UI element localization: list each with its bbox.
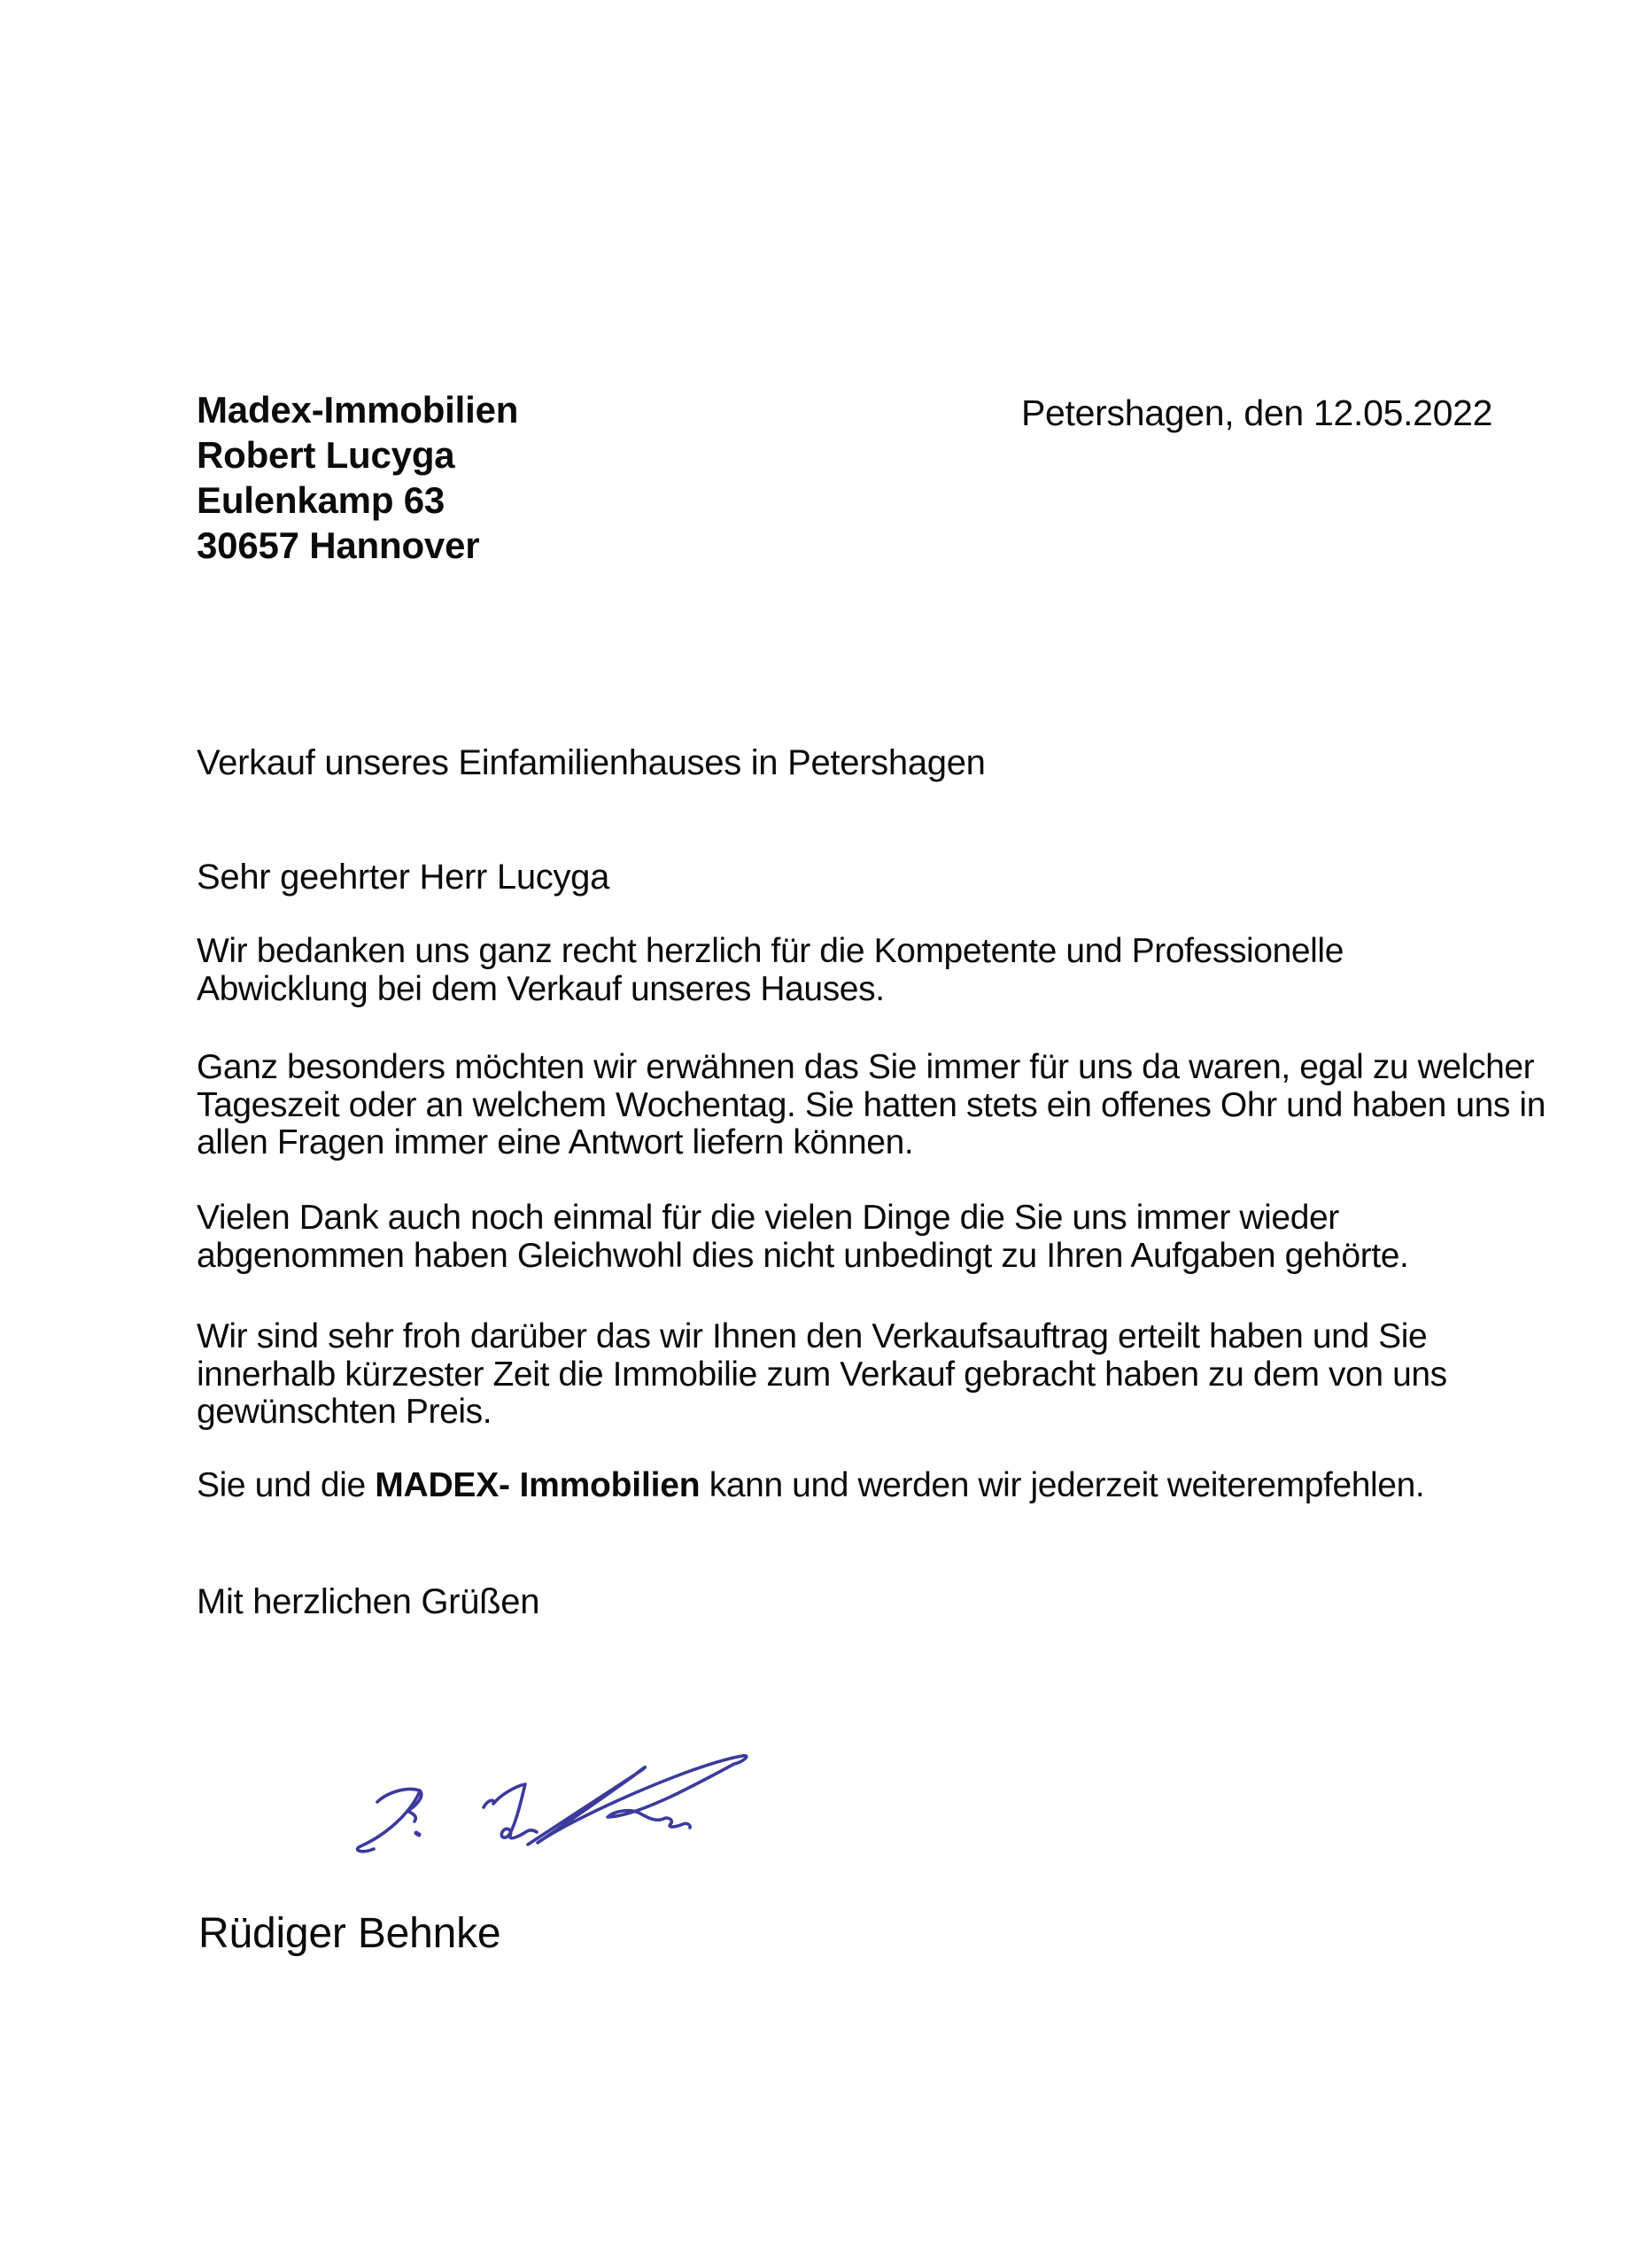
body-paragraph-3: Vielen Dank auch noch einmal für die vielen Dinge die Sie uns immer wieder abgenommen haben Gleichwohl dies nicht unbedingt zu Ihren Aufgaben gehörte. bbox=[197, 1199, 1409, 1275]
salutation: Sehr geehrter Herr Lucyga bbox=[197, 858, 610, 897]
body-paragraph-4: Wir sind sehr froh darüber das wir Ihnen den Verkaufsauftrag erteilt haben und Sie innerhalb kürzester Zeit die Immobilie zum Verkauf gebracht haben zu dem von uns gewünschten Preis. bbox=[197, 1317, 1447, 1431]
recommendation-prefix: Sie und die bbox=[197, 1466, 376, 1504]
signature-strokes bbox=[358, 1756, 747, 1852]
recommendation-suffix: kann und werden wir jederzeit weiterempfehlen. bbox=[700, 1466, 1425, 1504]
subject-line: Verkauf unseres Einfamilienhauses in Petershagen bbox=[197, 743, 986, 782]
place-and-date: Petershagen, den 12.05.2022 bbox=[1021, 392, 1493, 433]
body-paragraph-1: Wir bedanken uns ganz recht herzlich für die Kompetente und Professionelle Abwicklung bei dem Verkauf unseres Hauses. bbox=[197, 932, 1344, 1008]
recipient-address-block: Madex-Immobilien Robert Lucyga Eulenkamp 63 30657 Hannover bbox=[197, 389, 519, 566]
brand-name: MADEX- Immobilien bbox=[375, 1466, 701, 1504]
recommendation-line bbox=[197, 1467, 1424, 1505]
handwritten-signature-icon bbox=[345, 1735, 788, 1890]
closing-phrase: Mit herzlichen Grüßen bbox=[197, 1582, 540, 1621]
body-paragraph-2: Ganz besonders möchten wir erwähnen das Sie immer für uns da waren, egal zu welcher Tageszeit oder an welchem Wochentag. Sie hatten stets ein offenes Ohr und haben uns in allen Fragen immer eine Antwort liefern können. bbox=[197, 1048, 1546, 1161]
signer-name: Rüdiger Behnke bbox=[198, 1910, 501, 1957]
